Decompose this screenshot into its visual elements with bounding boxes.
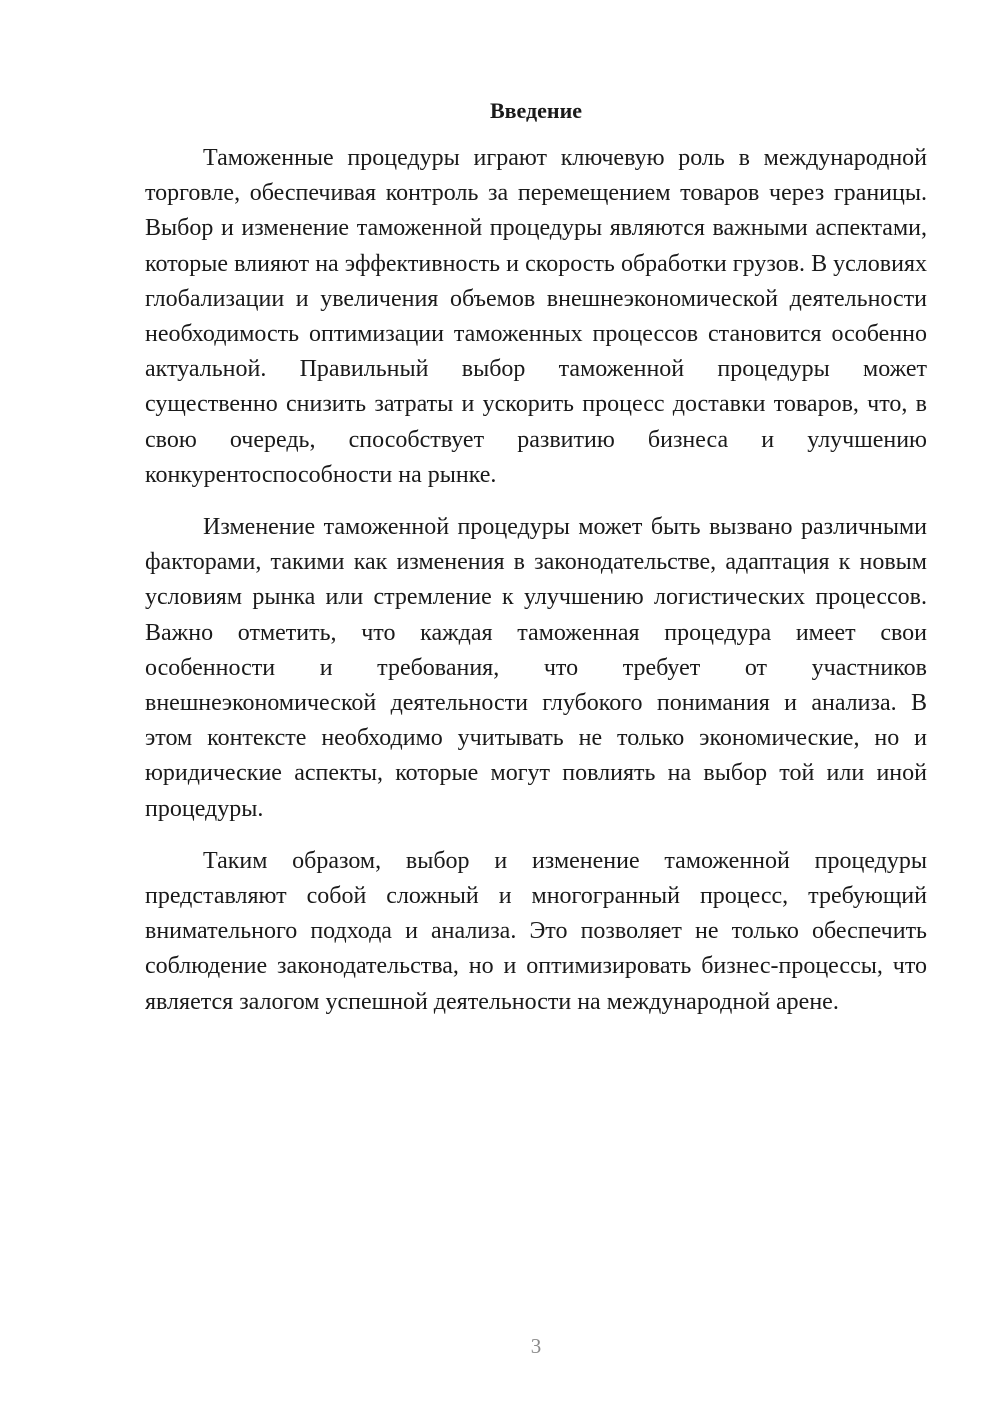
body-text [145, 141, 927, 1037]
paragraph-1: Таможенные процедуры играют ключевую роль в международной торговле, обеспечивая контроль за перемещением товаров через границы. Выбор и изменение таможенной процедуры являются важными аспектами, которые влияют на эффективность и скорость обработки грузов. В условиях глобализации и увеличения объемов внешнеэкономической деятельности необходимость оптимизации таможенных процессов становится особенно актуальной. Правильный выбор таможенной процедуры может существенно снизить затраты и ускорить процесс доставки товаров, что, в свою очередь, способствует развитию бизнеса и улучшению конкурентоспособности на рынке. [145, 145, 927, 488]
page-title: Введение [489, 98, 583, 123]
paragraph-2: Изменение таможенной процедуры может быть вызвано различными факторами, такими как изменения в законодательстве, адаптация к новым условиям рынка или стремление к улучшению логистических процессов. Важно отметить, что каждая таможенная процедура имеет свои особенности и требования, что требует от участников внешнеэкономической деятельности глубокого понимания и анализа. В этом контексте необходимо учитывать не только экономические, но и юридические аспекты, которые могут повлиять на выбор той или иной процедуры. [145, 514, 927, 822]
page-number: 3 [530, 1334, 542, 1358]
paragraph-3: Таким образом, выбор и изменение таможенной процедуры представляют собой сложный и многогранный процесс, требующий внимательного подхода и анализа. Это позволяет не только обеспечить соблюдение законодательства, но и оптимизировать бизнес-процессы, что является залогом успешной деятельности на международной арене. [145, 847, 927, 1015]
